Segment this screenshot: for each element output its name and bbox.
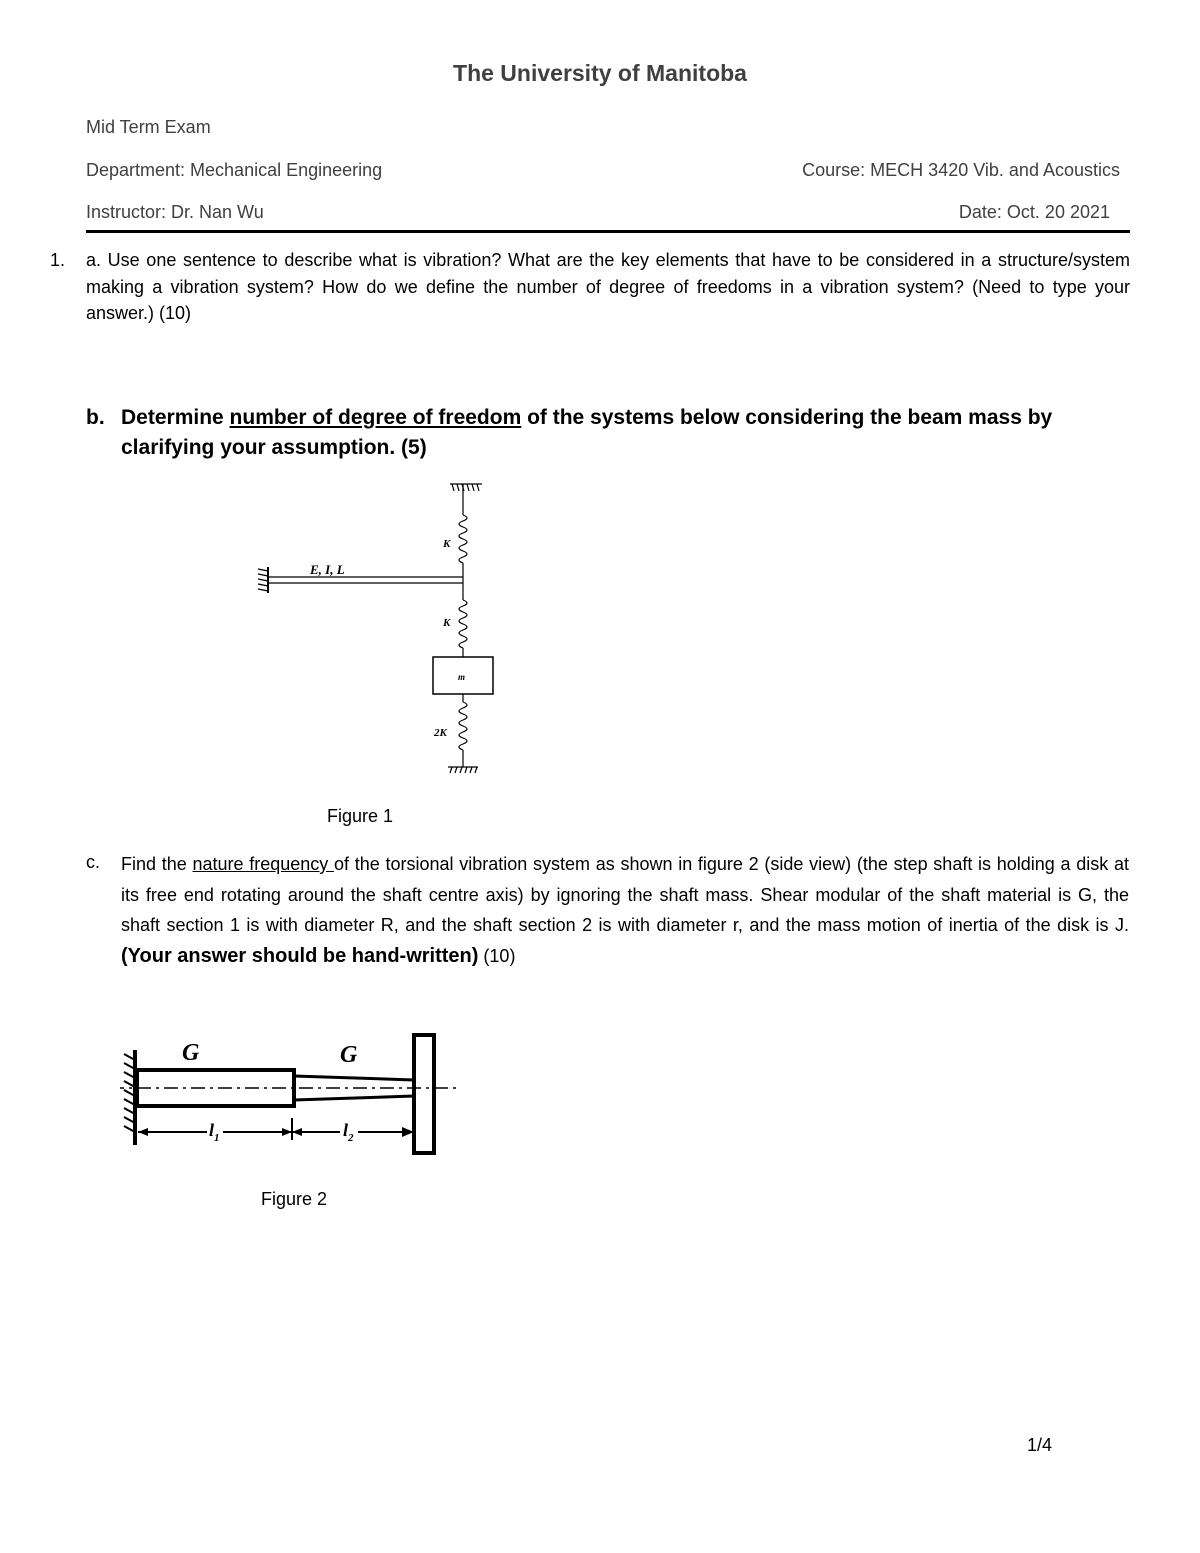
question-1c-text [121, 849, 1129, 971]
page-number: 1/4 [1027, 1435, 1053, 1455]
question-1c-text-before: Find the [121, 854, 193, 874]
figure-2-l1-letter: l [209, 1120, 215, 1140]
mass-label: m [458, 672, 466, 682]
question-1b-label: b. [86, 406, 105, 429]
question-1b-text-after: of the systems below considering the beam mass by clarifying your assumption. (5) [121, 406, 1053, 459]
question-1c-text-after: of the torsional vibration system as shown in figure 2 (side view) (the step shaft is holding a disk at its free end rotating around the shaft centre axis) by ignoring the shaft mass. Shear modular of the shaft material is G, the shaft section 1 is with diameter R, and the shaft section 2 is with diameter r, and the mass motion of inertia of the disk is J. [121, 854, 1130, 935]
beam-label: E, I, L [310, 562, 345, 577]
spring-mid-label: K [443, 617, 451, 629]
figure-2-l2-sub: 2 [348, 1132, 354, 1144]
question-1b-text-before: Determine [121, 406, 230, 429]
figure-2-g2: G [340, 1042, 358, 1068]
figure-2-l1-sub: 1 [214, 1132, 220, 1144]
question-1b-text [121, 403, 1131, 463]
figure-2-diagram [120, 1025, 465, 1160]
question-number: 1. [50, 250, 66, 270]
question-1c-label: c. [86, 852, 101, 872]
exam-date: Date: Oct. 20 2021 [958, 202, 1110, 222]
page-title: The University of Manitoba [453, 60, 747, 86]
question-1c-underlined: nature frequency [192, 854, 335, 874]
figure-1-caption: Figure 1 [327, 806, 394, 826]
question-1a-text: a. Use one sentence to describe what is vibration? What are the key elements that have to be considered in a structure/system making a vibration system? How do we define the number of degree of freedoms in a vibration system? (Need to type your answer.) (10) [86, 250, 1130, 323]
department: Department: Mechanical Engineering [86, 160, 383, 180]
question-1c-emphasis: (Your answer should be hand-written) [121, 944, 479, 967]
spring-bottom-label: 2K [434, 727, 447, 739]
figure-1-diagram [255, 475, 505, 785]
figure-2-l2 [343, 1120, 354, 1144]
figure-2-g1: G [182, 1040, 200, 1066]
figure-2-l2-letter: l [343, 1120, 349, 1140]
figure-2-l1 [209, 1120, 220, 1144]
question-1b-underlined: number of degree of freedom [229, 406, 522, 429]
header-divider [86, 230, 1130, 233]
instructor: Instructor: Dr. Nan Wu [86, 202, 264, 222]
exam-name: Mid Term Exam [86, 117, 211, 137]
question-1c-points: (10) [478, 945, 516, 966]
figure-2-caption: Figure 2 [261, 1189, 328, 1209]
course: Course: MECH 3420 Vib. and Acoustics [802, 160, 1120, 180]
spring-top-label: K [443, 538, 451, 550]
